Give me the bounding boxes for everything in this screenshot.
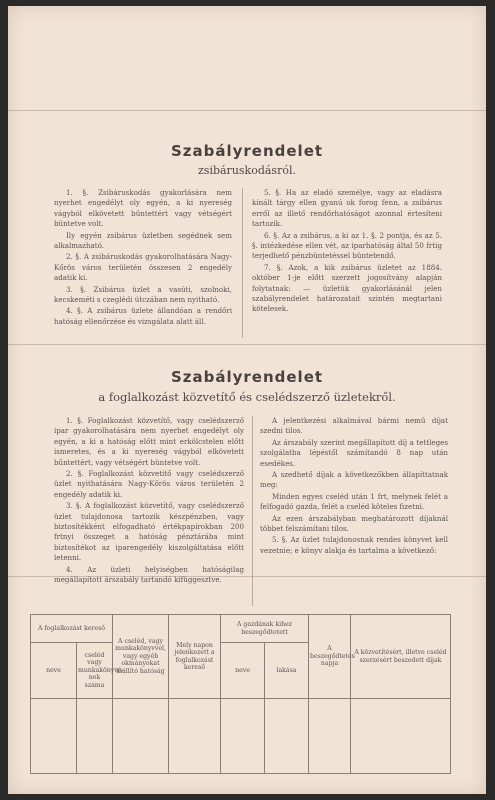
table-header-seeker: A foglalkozást kereső [31, 615, 113, 643]
table-header-employer-address: lakása [265, 643, 309, 699]
doc2-title: Szabályrendelet [170, 368, 324, 386]
table-header-employer-name: neve [221, 643, 265, 699]
paragraph: 7. §. Azok, a kik zsibárus üzletet az 1884. október 1-je előtt szerzett jogosítvány alapján folytatnak: — üzletük gyakorlásánál jelen szabályrendelet határozatait szintén megtartani kötelesek. [252, 262, 442, 314]
paragraph: Az árszabály szerint megállapított díj a tettleges szolgálatba lépéstől számítandó 8 nap után esedékes. [260, 437, 448, 468]
fold-line [8, 110, 486, 111]
table-cell [113, 699, 169, 774]
paragraph: Az ezen árszabályban meghatározott díjaknál többet felszámítani tilos. [260, 513, 448, 534]
register-table [30, 614, 451, 774]
paragraph: 3. §. Zsibárus üzlet a vasúti, szolnoki, kecskeméti s czeglédi útczában nem nyitható. [54, 284, 232, 305]
table-header-fees: A közvetítésért, illetve cseléd szerzésért beszedett díjak [351, 615, 451, 699]
table-header-seeker-name: neve [31, 643, 77, 699]
paragraph: 3. §. A foglalkozást közvetítő, vagy cselédszerző üzlet tulajdonosa tartozik készpénzben, vagy biztosítékként elfogadható értékpapírokban 200 frtnyi összeget a hatóság pénztárába mint biztosítékot az iparengedély kiszolgáltatása előtt letenni. [54, 501, 244, 563]
table-cell [221, 699, 265, 774]
doc1-right-column [252, 188, 442, 316]
paragraph: Minden egyes cseléd után 1 frt, melynek felét a felfogadó gazda, felét a cseléd köteles fizetni. [260, 491, 448, 512]
paragraph: 2. §. A zsibáruskodás gyakorolhatására Nagy-Kőrös város területén összesen 2 engedély adatik ki. [54, 252, 232, 283]
document-sheet [8, 6, 486, 794]
paragraph: A jelentkezési alkalmával bármi nemű díjat szedni tilos. [260, 416, 448, 436]
paragraph: A szedhető díjak a következőkben állapíttatnak meg: [260, 470, 448, 490]
column-divider [252, 416, 253, 606]
paragraph: 6. §. Az a zsibárus, a ki az 1. §. 2 pontja, és az 5. §. intézkedése ellen vét, az iparhatóság által 50 frtig terjedhető pénzbüntetéssel büntetendő. [252, 230, 442, 261]
paragraph: 4. §. A zsibárus üzlete állandóan a rendőri hatóság ellenőrzése és vizsgálata alatt áll. [54, 306, 232, 326]
paragraph: Ily egyén zsibárus üzletben segédnek sem alkalmazható. [54, 230, 232, 251]
paragraph: 1. §. Foglalkozást közvetítő, vagy cselédszerző ipar gyakorolhatására nem nyerhet engedélyt oly egyén, a ki a hatóság előtt mint erkölcstelen előtt ismeretes, és a ki nyereség vágyból elkövetett bűntettért, vagy vétségért büntetve volt. [54, 416, 244, 467]
doc2-left-column [54, 416, 244, 587]
column-divider [242, 188, 243, 338]
table-header-date-reported: Mely napon jelenkezett a foglalkozást kereső [169, 615, 221, 699]
paragraph: 1. §. Zsibáruskodás gyakorlására nem nyerhet engedélyt oly egyén, a ki nyereség vágyból elkövetett bűntettért vagy vétségért büntetve volt. [54, 188, 232, 229]
doc2-right-column [260, 416, 448, 557]
doc1-title: Szabályrendelet [170, 142, 324, 160]
table-cell [265, 699, 309, 774]
paragraph: 2. §. Foglalkozást közvetítő vagy cselédszerző üzlet nyithatására Nagy-Kőrös város területén 2 engedély adatik ki. [54, 469, 244, 499]
doc2-subtitle: a foglalkozást közvetítő és cselédszerző üzletekről. [98, 390, 396, 404]
table-cell [351, 699, 451, 774]
table-cell [31, 699, 77, 774]
table-header-book-number: cseléd vagy munkakönyvé-nek száma [77, 643, 113, 699]
table-cell [309, 699, 351, 774]
doc1-subtitle: zsibáruskodásról. [198, 164, 296, 177]
paragraph: 5. §. Az üzlet tulajdonosnak rendes könyvet kell vezetnie; e könyv alakja és tartalma a következő: [260, 535, 448, 555]
table-cell [169, 699, 221, 774]
paragraph: 4. Az üzleti helyiségben hatóságilag megállapított árszabály tartandó kifüggesztve. [54, 564, 244, 585]
table-header-employer: A gazdának kihez beszegődtetett [221, 615, 309, 643]
fold-line [8, 344, 486, 345]
table-cell [77, 699, 113, 774]
paragraph: 5. §. Ha az eladó személye, vagy az eladásra kínált tárgy ellen gyanú ok forog fenn, a zsibárus erről az illető rendőrhatóságot azonnal értesíteni tartozik. [252, 188, 442, 229]
table-header-authority: A cseléd, vagy munkakönyvvel, vagy egyéb okmányokat kiállító hatóság [113, 615, 169, 699]
table-header-hire-date: A beszegődtetés napja [309, 615, 351, 699]
doc1-left-column [54, 188, 232, 328]
